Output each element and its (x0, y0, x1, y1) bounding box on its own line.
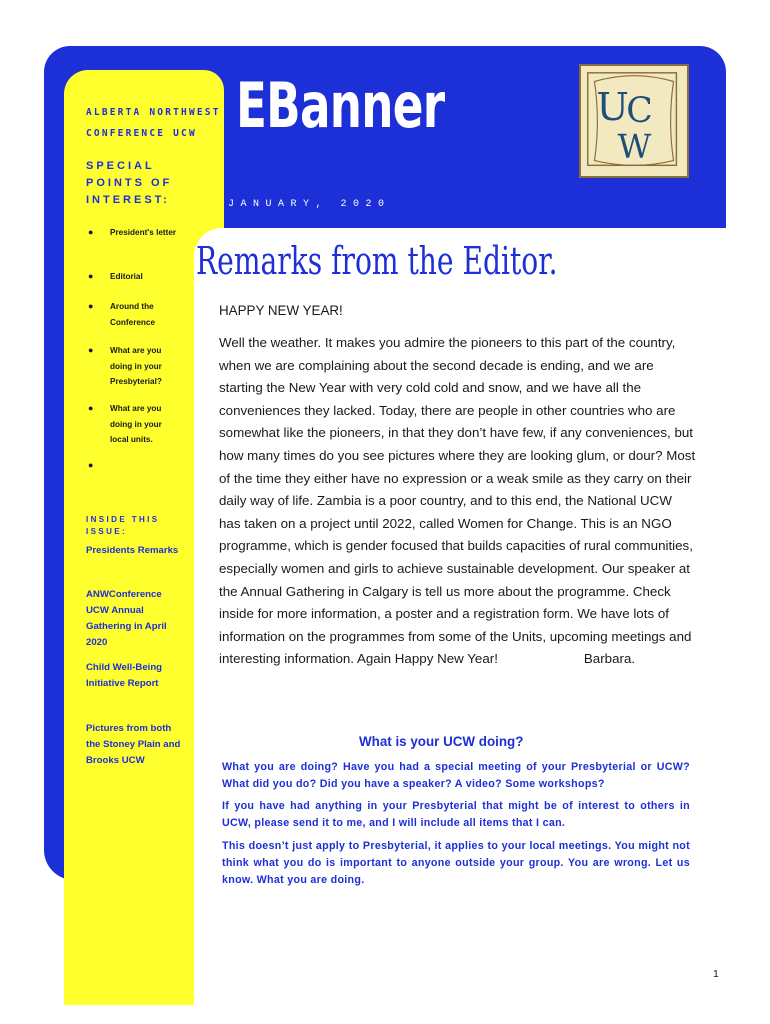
svg-text:C: C (626, 90, 653, 131)
list-item-label: President's letter (110, 228, 177, 237)
conference-name: ALBERTA NORTHWEST CONFERENCE UCW (86, 107, 221, 139)
article-signature: Barbara. (583, 651, 636, 667)
list-item-label: Around the Conference (110, 302, 156, 327)
bullet-icon: ● (88, 301, 94, 311)
list-item (88, 269, 182, 285)
issue-date: JANUARY, 2020 (228, 199, 391, 210)
ucw-logo (579, 64, 689, 178)
list-item-label: What are you doing in your local units. (110, 404, 162, 445)
article-heading: Remarks from the Editor. (196, 239, 558, 283)
svg-text:U: U (596, 85, 629, 131)
inside-item-gathering: ANWConference UCW Annual Gathering in April 2020 (86, 589, 167, 648)
bullet-icon: ● (88, 460, 94, 470)
list-item (88, 225, 182, 241)
list-item-label: What are you doing in your Presbyterial? (110, 346, 162, 387)
list-item-label: Editorial (110, 272, 143, 281)
ucw-paragraph: What you are doing? Have you had a special meeting of your Presbyterial or UCW? What did you do? Did you have a speaker? A video? Some workshops? (222, 761, 690, 790)
inside-item-pictures: Pictures from both the Stoney Plain and Brooks UCW (86, 723, 181, 766)
svg-text:W: W (617, 127, 652, 166)
bullet-icon: ● (88, 227, 94, 237)
ucw-paragraph: This doesn’t just apply to Presbyterial, it applies to your local meetings. You might not think what you do is important to anyone outside your group. You are wrong. Let us know. What you are doing. (222, 840, 690, 886)
newsletter-title: EBanner (236, 69, 445, 142)
article-body-text: Well the weather. It makes you admire the pioneers to this part of the country, when we are complaining about the second decade is ending, and we are starting the New Year with very cold cold and snow, and we have all the conveniences they lacked. Today, there are people in other countries who are somewhat like the pioneers, in that they don’t have few, if any conveniences, but how many times do you see pictures where they are looking glum, or dour? Most of the time they either have no expression or a weak smile as they carry on their daily way of life. Zambia is a poor country, and to this end, the National UCW has taken on a project until 2022, called Women for Change. This is an NGO programme, which is gender focused that builds capacities of rural communities, especially women and girls to achieve sustainable development. Our speaker at the Annual Gathering in Calgary is tell us more about the programme. Check inside for more information, a poster and a registration form. We have lots of information on the programmes from some of the Units, upcoming meetings and interesting information. Again Happy New Year! (219, 335, 696, 667)
ucw-paragraph: If you have had anything in your Presbyterial that might be of interest to others in UCW, please send it to me, and I will include all items that I can. (222, 800, 690, 829)
ucw-section-heading: What is your UCW doing? (359, 734, 524, 749)
article-body (219, 332, 697, 671)
bullet-icon: ● (88, 403, 94, 413)
special-points-title: SPECIAL POINTS OF INTEREST: (86, 160, 173, 206)
inside-issue-title: INSIDE THIS ISSUE: (86, 515, 160, 536)
ucw-logo-emblem (581, 66, 687, 176)
list-item (88, 299, 182, 330)
article-greeting: HAPPY NEW YEAR! (219, 303, 343, 318)
inside-item-presidents: Presidents Remarks (86, 545, 179, 556)
bullet-icon: ● (88, 345, 94, 355)
page-number: 1 (713, 968, 719, 980)
list-item (88, 343, 182, 390)
list-item (88, 401, 182, 448)
bullet-icon: ● (88, 271, 94, 281)
inside-item-child-wellbeing: Child Well-Being Initiative Report (86, 662, 163, 689)
